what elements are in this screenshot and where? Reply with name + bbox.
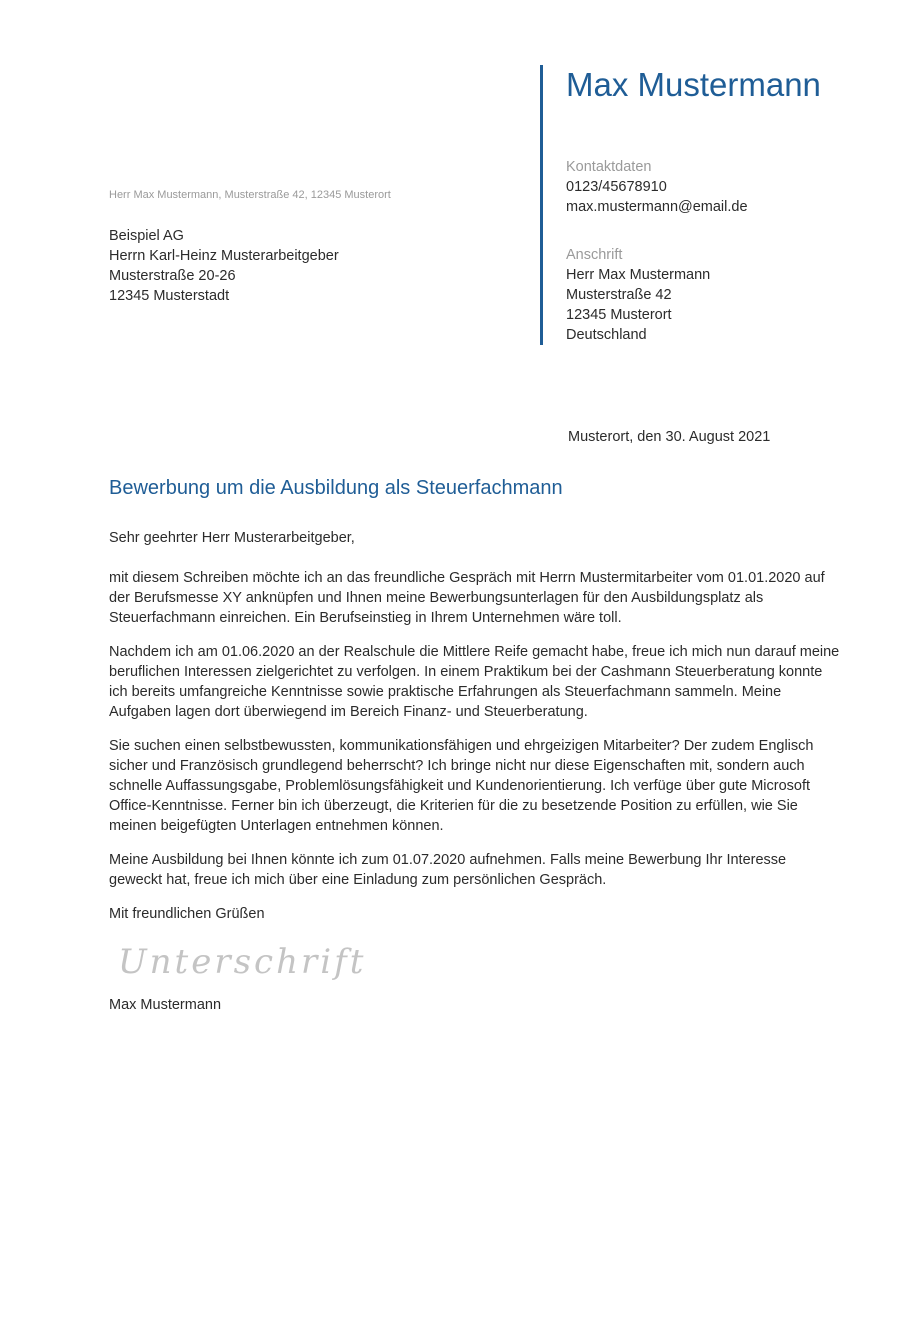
- paragraph-line: schnelle Auffassungsgabe, Problemlösungsfähigkeit und Kundenorientierung. Ich verfüge über gute Microsoft: [109, 778, 811, 794]
- paragraph-line: Meine Ausbildung bei Ihnen könnte ich zum 01.07.2020 aufnehmen. Falls meine Bewerbung Ihr Interesse: [109, 852, 787, 868]
- applicant-name: Max Mustermann: [566, 66, 821, 103]
- paragraph-line: meinen beigefügten Unterlagen entnehmen können.: [109, 818, 444, 834]
- address-line: Herr Max Mustermann: [566, 267, 711, 283]
- recipient-line: 12345 Musterstadt: [109, 288, 230, 304]
- closing-phrase: Mit freundlichen Grüßen: [109, 906, 265, 922]
- paragraph-line: Sie suchen einen selbstbewussten, kommunikationsfähigen und ehrgeizigen Mitarbeiter? Der zudem Englisch: [109, 738, 814, 754]
- paragraph-line: Steuerfachmann einreichen. Ein Berufseinstieg in Ihrem Unternehmen wäre toll.: [109, 610, 622, 626]
- signer-name: Max Mustermann: [109, 997, 222, 1013]
- recipient-address: [109, 226, 339, 306]
- paragraph-line: beruflichen Interessen zielgerichtet zu verfolgen. In einem Praktikum bei der Cashmann Steuerberatung konnte: [109, 664, 823, 680]
- address-label: Anschrift: [566, 247, 623, 263]
- recipient-line: Musterstraße 20-26: [109, 268, 236, 284]
- paragraph-line: Office-Kenntnisse. Ferner bin ich überzeugt, die Kriterien für die zu besetzende Position zu erfüllen, wie Sie: [109, 798, 798, 814]
- contact-phone: 0123/45678910: [566, 179, 667, 195]
- body-paragraph: [109, 736, 829, 836]
- paragraph-line: mit diesem Schreiben möchte ich an das freundliche Gespräch mit Herrn Mustermitarbeiter vom 01.01.2020 auf: [109, 570, 825, 586]
- letter-date: Musterort, den 30. August 2021: [568, 429, 771, 445]
- contact-label: Kontaktdaten: [566, 159, 652, 175]
- body-paragraph: [109, 642, 840, 722]
- paragraph-line: sicher und Französisch grundlegend beherrscht? Ich bringe nicht nur diese Eigenschaften mit, sondern auch: [109, 758, 805, 774]
- contact-block: [566, 157, 748, 217]
- paragraph-line: Aufgaben lagen dort überwiegend im Bereich Finanz- und Steuerberatung.: [109, 704, 588, 720]
- recipient-line: Herrn Karl-Heinz Musterarbeitgeber: [109, 248, 339, 264]
- address-line: Deutschland: [566, 327, 647, 343]
- body-paragraph: [109, 850, 829, 890]
- signature: Unterschrift: [118, 942, 367, 982]
- recipient-line: Beispiel AG: [109, 228, 184, 244]
- salutation: Sehr geehrter Herr Musterarbeitgeber,: [109, 530, 355, 546]
- address-line: Musterstraße 42: [566, 287, 672, 303]
- paragraph-line: ich bereits umfangreiche Kenntnisse sowie praktische Erfahrungen als Steuerfachmann sammeln. Meine: [109, 684, 782, 700]
- body-paragraph: [109, 568, 829, 628]
- paragraph-line: Nachdem ich am 01.06.2020 an der Realschule die Mittlere Reife gemacht habe, freue ich mich nun darauf meine: [109, 644, 840, 660]
- address-block: [566, 245, 710, 345]
- sender-return-line: Herr Max Mustermann, Musterstraße 42, 12345 Musterort: [109, 189, 391, 201]
- contact-email: max.mustermann@email.de: [566, 199, 748, 215]
- paragraph-line: geweckt hat, freue ich mich über eine Einladung zum persönlichen Gespräch.: [109, 872, 607, 888]
- paragraph-line: der Berufsmesse XY anknüpfen und Ihnen meine Bewerbungsunterlagen für den Ausbildungsplatz als: [109, 590, 764, 606]
- header-accent-bar: [540, 65, 543, 345]
- address-line: 12345 Musterort: [566, 307, 672, 323]
- letter-subject: Bewerbung um die Ausbildung als Steuerfachmann: [109, 477, 563, 499]
